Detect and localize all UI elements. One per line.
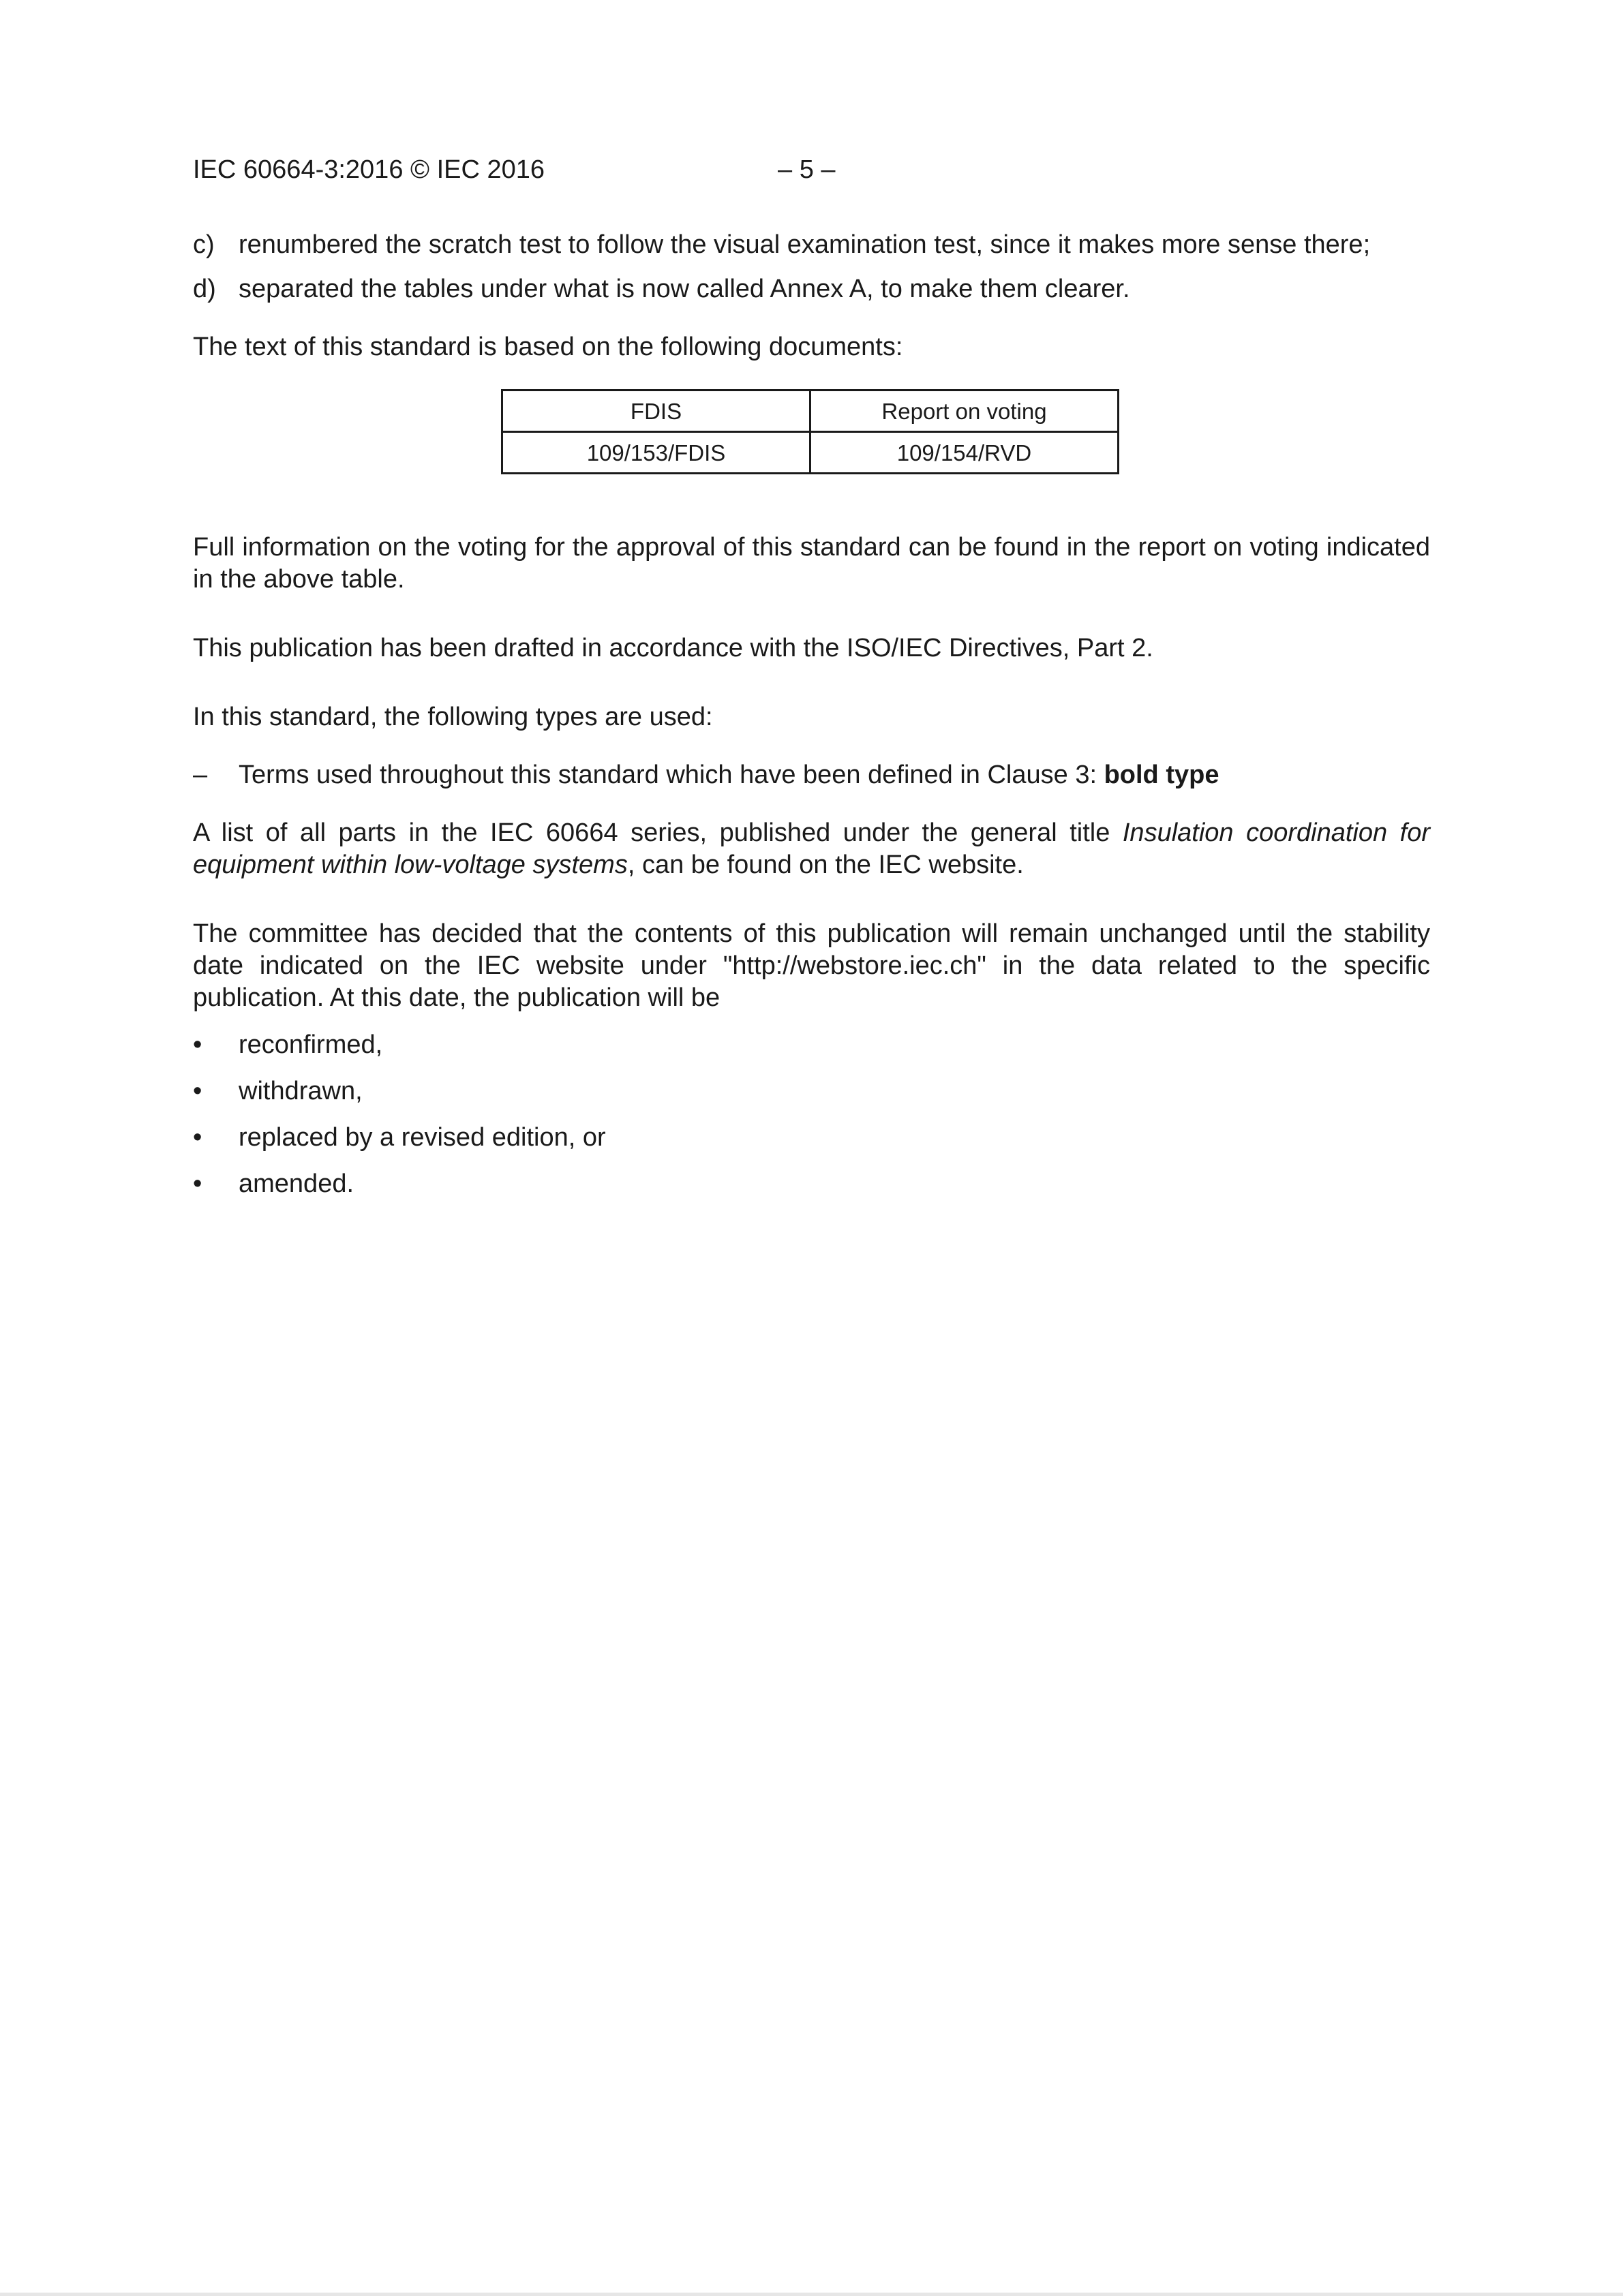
list-item xyxy=(193,1075,1430,1107)
directives-paragraph: This publication has been drafted in accordance with the ISO/IEC Directives, Part 2. xyxy=(193,634,1153,662)
committee-paragraph: The committee has decided that the contents of this publication will remain unchanged until the stability date indicated on the IEC website under "http://webstore.iec.ch" in the data related to the specific publication. At this date, the publication will be xyxy=(193,919,1430,1012)
table-cell: 109/154/RVD xyxy=(810,432,1119,474)
series-title: Insulation coordination for equipment within low-voltage systems xyxy=(193,818,1430,879)
bullet-icon: • xyxy=(193,1077,202,1105)
list-item-text: renumbered the scratch test to follow the visual examination test, since it makes more sense there; xyxy=(239,230,1371,259)
list-marker: c) xyxy=(193,230,215,259)
bold-type-label: bold type xyxy=(1104,761,1219,789)
list-item-text: separated the tables under what is now called Annex A, to make them clearer. xyxy=(239,275,1130,303)
change-item-d xyxy=(193,273,1430,305)
page-number: – 5 – xyxy=(778,155,836,184)
table-row xyxy=(502,432,1119,474)
table-header-cell: FDIS xyxy=(502,391,810,432)
list-item xyxy=(193,1122,1430,1154)
types-item-text: Terms used throughout this standard which have been defined in Clause 3: xyxy=(239,761,1104,789)
intro-paragraph: The text of this standard is based on the following documents: xyxy=(193,333,903,361)
voting-info-paragraph: Full information on the voting for the approval of this standard can be found in the report on voting indicated in the above table. xyxy=(193,533,1430,594)
documents-table xyxy=(501,389,1119,474)
dash-marker: – xyxy=(193,761,208,789)
list-item xyxy=(193,1029,1430,1061)
series-paragraph xyxy=(193,817,1430,881)
bullet-icon: • xyxy=(193,1030,202,1059)
list-item-text: replaced by a revised edition, or xyxy=(239,1123,606,1152)
table-header-cell: Report on voting xyxy=(810,391,1119,432)
page-header xyxy=(193,153,1434,187)
page-bottom-edge xyxy=(0,2293,1623,2296)
bullet-icon: • xyxy=(193,1123,202,1152)
list-marker: d) xyxy=(193,275,216,303)
series-text-after: , can be found on the IEC website. xyxy=(627,851,1024,879)
change-item-c xyxy=(193,229,1430,261)
header-document-id: IEC 60664-3:2016 © IEC 2016 xyxy=(193,155,545,184)
list-item xyxy=(193,1168,1430,1200)
list-item-text: withdrawn, xyxy=(239,1077,363,1105)
series-text-before: A list of all parts in the IEC 60664 series, published under the general title xyxy=(193,818,1123,847)
list-item-text: reconfirmed, xyxy=(239,1030,383,1059)
list-item-text: amended. xyxy=(239,1169,354,1198)
bullet-icon: • xyxy=(193,1169,202,1198)
outcomes-list xyxy=(193,1029,1430,1200)
table-cell: 109/153/FDIS xyxy=(502,432,810,474)
page-content xyxy=(193,229,1430,1214)
types-item-content xyxy=(239,759,1219,791)
types-intro-paragraph: In this standard, the following types are used: xyxy=(193,703,713,731)
documents-table-wrap xyxy=(193,389,1430,474)
types-list-item xyxy=(193,759,1430,791)
table-header-row xyxy=(502,391,1119,432)
